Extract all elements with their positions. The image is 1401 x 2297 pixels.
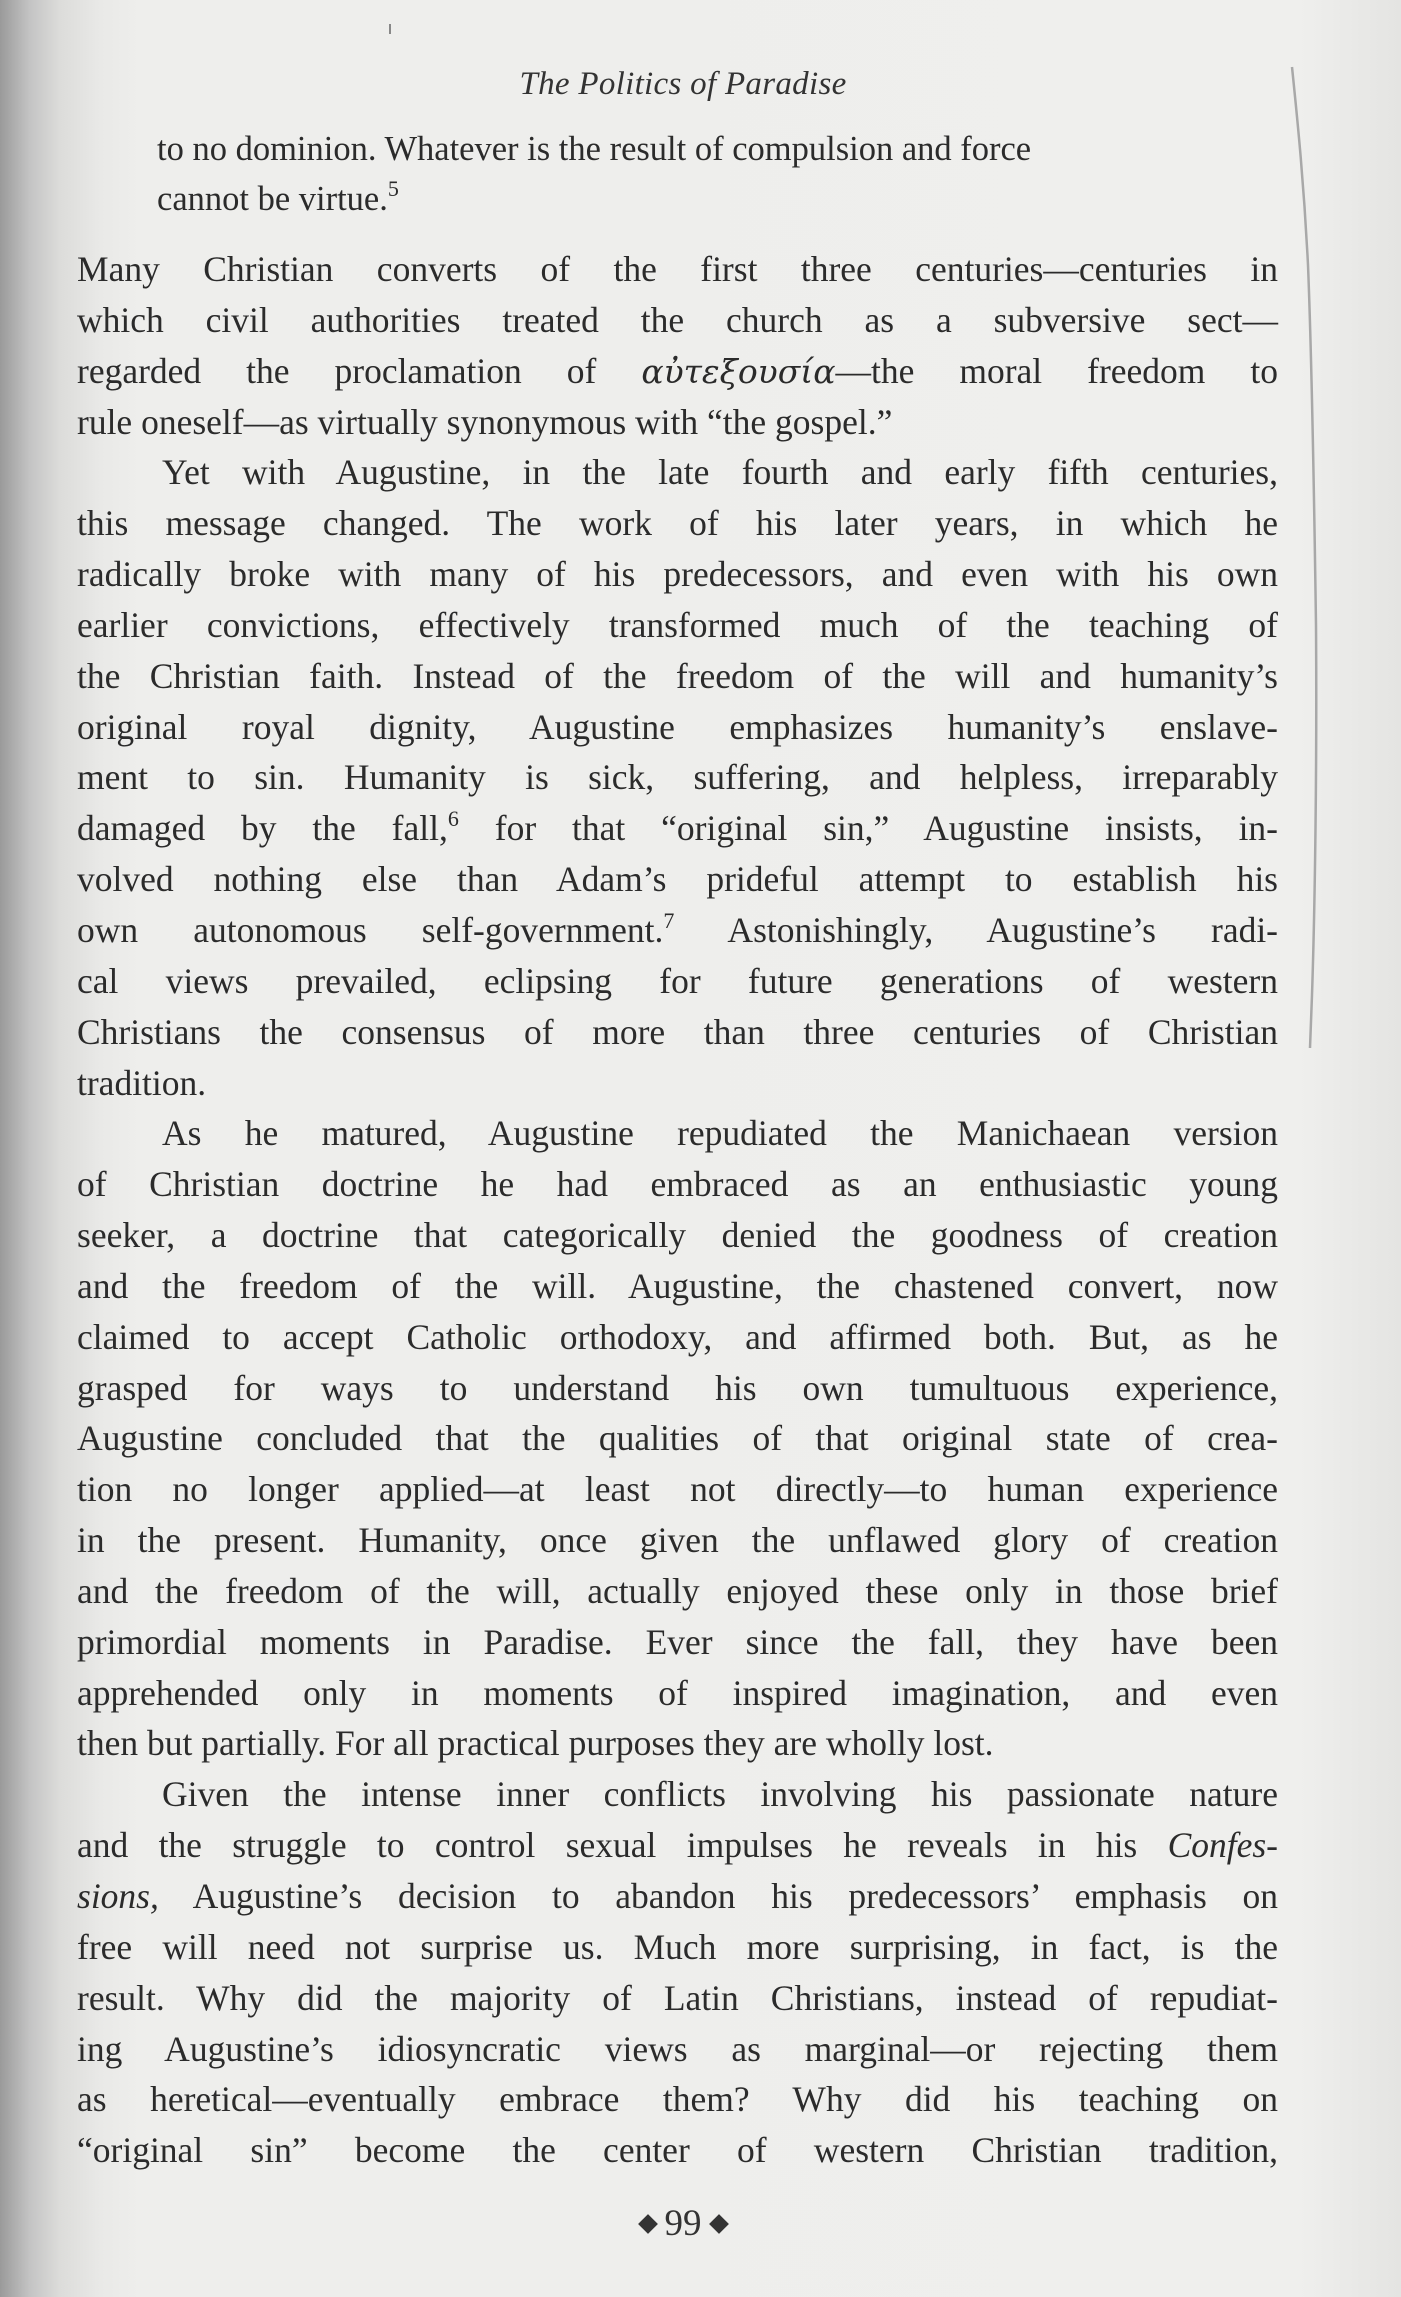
text-line	[77, 2074, 1278, 2125]
page-folio	[0, 2202, 1366, 2245]
text-line	[77, 2024, 1278, 2075]
text-line	[77, 1566, 1278, 1617]
scan-mark	[389, 24, 391, 34]
line-text: and the freedom of the will, actually enjoyed these only in those brief	[77, 1570, 1278, 1611]
line-text: “original sin” become the center of western Christian tradition,	[77, 2130, 1278, 2171]
line-text: of Christian doctrine he had embraced as an enthusiastic young	[77, 1164, 1278, 1205]
line-text: Augustine concluded that the qualities of that original state of crea-	[77, 1418, 1278, 1459]
text-line	[77, 854, 1278, 905]
line-text: seeker, a doctrine that categorically denied the goodness of creation	[77, 1215, 1278, 1256]
text-line	[157, 174, 1237, 224]
line-text: volved nothing else than Adam’s prideful attempt to establish his	[77, 859, 1278, 900]
line-text: radically broke with many of his predecessors, and even with his own	[77, 554, 1278, 595]
text-line	[77, 1922, 1278, 1973]
line-text: —the moral freedom to	[835, 350, 1278, 391]
page-number: 99	[664, 2203, 702, 2244]
line-text: and the struggle to control sexual impulses he reveals in his	[77, 1825, 1168, 1866]
line-text: cal views prevailed, eclipsing for future generations of western	[77, 960, 1278, 1001]
text-line	[77, 651, 1278, 702]
text-line	[77, 702, 1278, 753]
diamond-ornament-icon	[638, 2214, 658, 2234]
text-line	[77, 1007, 1278, 1058]
line-text: for that “original sin,” Augustine insists, in-	[458, 808, 1279, 849]
text-line	[77, 752, 1278, 803]
line-text: primordial moments in Paradise. Ever since the fall, they have been	[77, 1621, 1278, 1662]
text-line	[77, 447, 1278, 498]
line-text: rule oneself—as virtually synonymous with “the gospel.”	[77, 401, 893, 442]
line-text: in the present. Humanity, once given the unflawed glory of creation	[77, 1520, 1278, 1561]
line-text: As he matured, Augustine repudiated the Manichaean version	[162, 1113, 1278, 1154]
line-text: result. Why did the majority of Latin Christians, instead of repudiat-	[77, 1977, 1278, 2018]
diamond-ornament-icon	[709, 2214, 729, 2234]
text-line	[77, 1668, 1278, 1719]
text-line	[77, 1769, 1278, 1820]
line-text: ing Augustine’s idiosyncratic views as marginal—or rejecting them	[77, 2028, 1278, 2069]
text-line	[77, 295, 1278, 346]
text-line	[77, 1312, 1278, 1363]
line-text: damaged by the fall,	[77, 808, 448, 849]
text-line	[77, 1261, 1278, 1312]
line-text: Given the intense inner conflicts involving his passionate nature	[162, 1774, 1278, 1815]
italic-title: Confes-	[1167, 1825, 1278, 1866]
footnote-ref: 5	[387, 176, 399, 201]
text-line	[77, 1617, 1278, 1668]
line-text: then but partially. For all practical purposes they are wholly lost.	[77, 1723, 994, 1764]
line-text: and the freedom of the will. Augustine, the chastened convert, now	[77, 1265, 1278, 1306]
line-text: Augustine’s decision to abandon his predecessors’ emphasis on	[158, 1876, 1278, 1916]
text-line	[77, 1871, 1278, 1922]
line-text: to no dominion. Whatever is the result of compulsion and force	[157, 130, 1032, 168]
footnote-ref: 6	[447, 806, 459, 832]
text-line	[77, 549, 1278, 600]
footnote-ref: 7	[663, 907, 675, 933]
line-text: grasped for ways to understand his own tumultuous experience,	[77, 1367, 1278, 1408]
greek-term: αὐτεξουσία	[641, 351, 836, 391]
line-text: regarded the proclamation of	[77, 350, 642, 391]
text-line	[77, 1159, 1278, 1210]
text-line	[77, 1363, 1278, 1414]
line-text: ment to sin. Humanity is sick, suffering, and helpless, irreparably	[77, 757, 1278, 798]
text-line	[77, 1464, 1278, 1515]
line-text: original royal dignity, Augustine emphasizes humanity’s enslave-	[77, 706, 1278, 747]
line-text: as heretical—eventually embrace them? Why did his teaching on	[77, 2079, 1278, 2120]
line-text: Astonishingly, Augustine’s radi-	[674, 909, 1279, 950]
line-text: Many Christian converts of the first three centuries—centuries in	[77, 249, 1278, 289]
text-line	[77, 1413, 1278, 1464]
text-line	[77, 905, 1278, 956]
text-line	[77, 2125, 1278, 2176]
line-text: own autonomous self-government.	[77, 909, 664, 950]
line-text: tradition.	[77, 1062, 207, 1103]
line-text: this message changed. The work of his later years, in which he	[77, 503, 1278, 544]
line-text: Yet with Augustine, in the late fourth and early fifth centuries,	[162, 452, 1278, 493]
text-line	[77, 1820, 1278, 1871]
line-text: earlier convictions, effectively transformed much of the teaching of	[77, 604, 1278, 645]
line-text: Christians the consensus of more than three centuries of Christian	[77, 1011, 1278, 1052]
text-line	[77, 346, 1278, 397]
italic-title: sions,	[77, 1876, 159, 1916]
pencil-margin-line	[1290, 65, 1330, 1050]
text-line	[77, 1718, 1278, 1769]
line-text: tion no longer applied—at least not directly—to human experience	[77, 1469, 1278, 1510]
text-line	[77, 498, 1278, 549]
line-text: cannot be virtue.	[157, 180, 388, 218]
text-line	[77, 397, 1278, 448]
text-line	[77, 1108, 1278, 1159]
line-text: the Christian faith. Instead of the freedom of the will and humanity’s	[77, 655, 1278, 696]
text-line	[77, 1973, 1278, 2024]
block-quote	[157, 124, 1237, 224]
line-text: free will need not surprise us. Much more surprising, in fact, is the	[77, 1926, 1278, 1967]
text-line	[77, 803, 1278, 854]
text-line	[157, 124, 1237, 174]
line-text: which civil authorities treated the church as a subversive sect—	[77, 299, 1278, 340]
text-line	[77, 600, 1278, 651]
body-text	[77, 244, 1278, 2176]
text-line	[77, 244, 1278, 295]
text-line	[77, 1210, 1278, 1261]
line-text: claimed to accept Catholic orthodoxy, and affirmed both. But, as he	[77, 1316, 1278, 1357]
text-line	[77, 1515, 1278, 1566]
running-head: The Politics of Paradise	[519, 66, 847, 102]
text-line	[77, 956, 1278, 1007]
text-line	[77, 1058, 1278, 1109]
line-text: apprehended only in moments of inspired imagination, and even	[77, 1672, 1278, 1713]
